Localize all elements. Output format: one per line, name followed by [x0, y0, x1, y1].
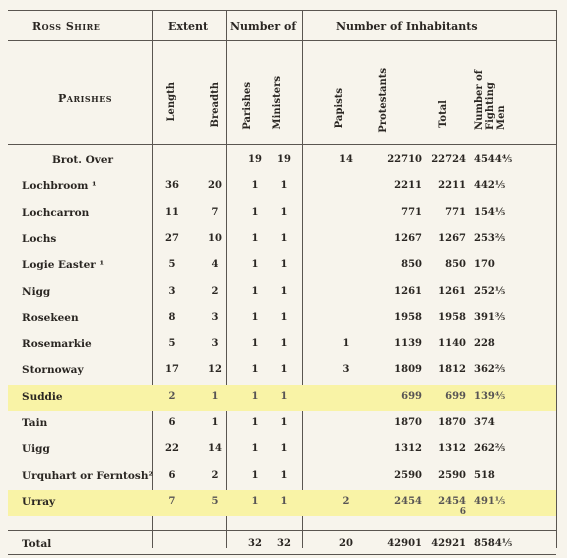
- top-rule: [8, 10, 556, 11]
- parish-name: Rosemarkie: [22, 338, 92, 351]
- totals-fighting-men: 8584⅕: [474, 538, 513, 549]
- length-cell: 36: [165, 180, 179, 192]
- breadth-cell: 12: [208, 364, 222, 376]
- parishes-column-heading: Parishes: [58, 92, 113, 105]
- total-column-heading: Total: [438, 100, 449, 128]
- length-cell: 5: [168, 338, 176, 350]
- parishes-cell: 1: [251, 338, 259, 350]
- fighting-men-cell: 154⅕: [474, 206, 506, 218]
- parishes-cell: 19: [248, 154, 262, 165]
- ministers-cell: 1: [280, 285, 288, 297]
- parishes-cell: 1: [251, 390, 259, 402]
- length-cell: 6: [168, 417, 176, 428]
- total-cell: 771: [445, 206, 466, 218]
- ministers-cell: 1: [280, 443, 288, 455]
- fighting-men-cell: 4544⅘: [474, 154, 513, 165]
- table-row: [8, 464, 556, 490]
- ministers-cell: 1: [280, 206, 288, 218]
- ministers-cell: 1: [280, 417, 288, 428]
- bottom-rule: [8, 554, 556, 555]
- totals-total: 42921: [431, 538, 466, 549]
- table-row: [8, 490, 556, 516]
- totals-parishes: 32: [248, 538, 262, 549]
- papists-cell: 1: [342, 338, 350, 350]
- length-cell: 11: [165, 206, 179, 218]
- parish-name: Brot. Over: [52, 154, 114, 166]
- fighting-men-column-heading: Number of Fighting Men: [474, 69, 507, 130]
- table-row: [8, 306, 556, 332]
- parish-name: Lochbroom ¹: [22, 180, 97, 193]
- protestants-cell: 1958: [394, 311, 422, 323]
- parishes-count-heading: Parishes: [242, 82, 253, 130]
- protestants-cell: 2590: [394, 469, 422, 481]
- ministers-column-heading: Ministers: [272, 76, 283, 130]
- length-column-heading: Length: [166, 82, 177, 122]
- parishes-cell: 1: [251, 206, 259, 218]
- totals-papists: 20: [339, 538, 353, 549]
- fighting-men-cell: 228: [474, 338, 495, 350]
- table-row: [8, 174, 556, 200]
- length-cell: 7: [168, 495, 176, 507]
- total-rule: [8, 530, 556, 531]
- table-row: [8, 385, 556, 411]
- parishes-cell: 1: [251, 495, 259, 507]
- breadth-cell: 1: [211, 390, 219, 402]
- parish-name: Nigg: [22, 285, 51, 298]
- county-heading: Ross Shire: [32, 20, 101, 33]
- length-cell: 8: [168, 311, 176, 323]
- breadth-cell: 20: [208, 180, 222, 192]
- parishes-cell: 1: [251, 285, 259, 297]
- protestants-cell: 1809: [394, 364, 422, 376]
- parishes-cell: 1: [251, 180, 259, 192]
- protestants-cell: 2211: [394, 180, 422, 192]
- papists-cell: 2: [342, 495, 350, 507]
- ministers-cell: 1: [280, 390, 288, 402]
- breadth-cell: 5: [211, 495, 219, 507]
- table-row: [8, 201, 556, 227]
- subheader-rule: [8, 40, 556, 41]
- ministers-cell: 1: [280, 469, 288, 481]
- total-cell: 2211: [438, 180, 466, 192]
- protestants-cell: 2454: [394, 495, 422, 507]
- ministers-cell: 1: [280, 232, 288, 244]
- total-cell: 1312: [438, 443, 466, 455]
- table-row: [8, 253, 556, 279]
- fighting-men-cell: 374: [474, 417, 495, 428]
- ministers-cell: 1: [280, 311, 288, 323]
- fighting-men-cell: 253⅖: [474, 232, 506, 244]
- length-cell: 5: [168, 259, 176, 271]
- number-of-heading: Number of: [230, 20, 297, 33]
- parishes-cell: 1: [251, 417, 259, 428]
- parishes-cell: 1: [251, 311, 259, 323]
- parishes-cell: 1: [251, 232, 259, 244]
- parishes-cell: 1: [251, 443, 259, 455]
- parish-name: Uigg: [22, 443, 50, 456]
- breadth-cell: 3: [211, 338, 219, 350]
- table-row: [8, 148, 556, 174]
- fighting-men-cell: 442⅕: [474, 180, 506, 192]
- length-cell: 6: [168, 469, 176, 481]
- heading-rule: [8, 144, 556, 145]
- fighting-men-cell: 391⅗: [474, 311, 506, 323]
- ministers-cell: 1: [280, 338, 288, 350]
- breadth-cell: 4: [211, 259, 219, 271]
- protestants-column-heading: Protestants: [378, 68, 389, 133]
- protestants-cell: 1139: [394, 338, 422, 350]
- length-cell: 3: [168, 285, 176, 297]
- ministers-cell: 1: [280, 495, 288, 507]
- urray-total-extra: 6: [459, 506, 466, 517]
- fighting-men-cell: 262⅖: [474, 443, 506, 455]
- totals-ministers: 32: [277, 538, 291, 549]
- total-cell: 1140: [438, 338, 466, 350]
- parish-name: Suddie: [22, 390, 63, 403]
- fighting-men-cell: 362⅖: [474, 364, 506, 376]
- parishes-cell: 1: [251, 469, 259, 481]
- papists-cell: 14: [339, 154, 353, 165]
- protestants-cell: 1261: [394, 285, 422, 297]
- totals-label: Total: [22, 538, 52, 550]
- inhabitants-heading: Number of Inhabitants: [336, 20, 478, 33]
- protestants-cell: 850: [401, 259, 422, 271]
- table-row: [8, 437, 556, 463]
- breadth-cell: 10: [208, 232, 222, 244]
- parish-name: Tain: [22, 417, 48, 429]
- length-cell: 17: [165, 364, 179, 376]
- ministers-cell: 1: [280, 259, 288, 271]
- breadth-column-heading: Breadth: [210, 82, 221, 128]
- table-row: [8, 358, 556, 384]
- total-cell: 699: [445, 390, 466, 402]
- total-cell: 1870: [438, 417, 466, 428]
- totals-protestants: 42901: [387, 538, 422, 549]
- parish-name: Logie Easter ¹: [22, 259, 105, 272]
- protestants-cell: 1870: [394, 417, 422, 428]
- protestants-cell: 1267: [394, 232, 422, 244]
- total-cell: 1958: [438, 311, 466, 323]
- fighting-men-cell: 518: [474, 469, 495, 481]
- length-cell: 27: [165, 232, 179, 244]
- breadth-cell: 3: [211, 311, 219, 323]
- total-cell: 2590: [438, 469, 466, 481]
- parish-name: Rosekeen: [22, 311, 79, 324]
- total-cell: 1812: [438, 364, 466, 376]
- ministers-cell: 1: [280, 364, 288, 376]
- parish-name: Lochcarron: [22, 206, 90, 219]
- length-cell: 22: [165, 443, 179, 455]
- ministers-cell: 1: [280, 180, 288, 192]
- breadth-cell: 7: [211, 206, 219, 218]
- parish-name: Urray: [22, 495, 56, 508]
- breadth-cell: 2: [211, 285, 219, 297]
- protestants-cell: 771: [401, 206, 422, 218]
- total-cell: 850: [445, 259, 466, 271]
- total-cell: 1267: [438, 232, 466, 244]
- papists-column-heading: Papists: [334, 88, 345, 129]
- parish-name: Urquhart or Ferntosh²: [22, 469, 154, 482]
- parishes-cell: 1: [251, 364, 259, 376]
- extent-heading: Extent: [168, 20, 209, 33]
- total-cell: 1261: [438, 285, 466, 297]
- breadth-cell: 14: [208, 443, 222, 455]
- protestants-cell: 1312: [394, 443, 422, 455]
- parish-name: Stornoway: [22, 364, 84, 377]
- divider: [556, 10, 557, 548]
- total-cell: 22724: [431, 154, 466, 165]
- fighting-men-cell: 139⅘: [474, 390, 506, 402]
- table-row: [8, 280, 556, 306]
- fighting-men-cell: 491⅕: [474, 495, 506, 507]
- total-cell: 2454: [438, 495, 466, 507]
- table-row: [8, 227, 556, 253]
- breadth-cell: 2: [211, 469, 219, 481]
- parishes-cell: 1: [251, 259, 259, 271]
- papists-cell: 3: [342, 364, 350, 376]
- ministers-cell: 19: [277, 154, 291, 165]
- length-cell: 2: [168, 390, 176, 402]
- table-row: [8, 332, 556, 358]
- fighting-men-cell: 252⅕: [474, 285, 506, 297]
- table-row: [8, 411, 556, 437]
- breadth-cell: 1: [211, 417, 219, 428]
- protestants-cell: 22710: [387, 154, 422, 165]
- protestants-cell: 699: [401, 390, 422, 402]
- parish-name: Lochs: [22, 232, 57, 245]
- fighting-men-cell: 170: [474, 259, 495, 271]
